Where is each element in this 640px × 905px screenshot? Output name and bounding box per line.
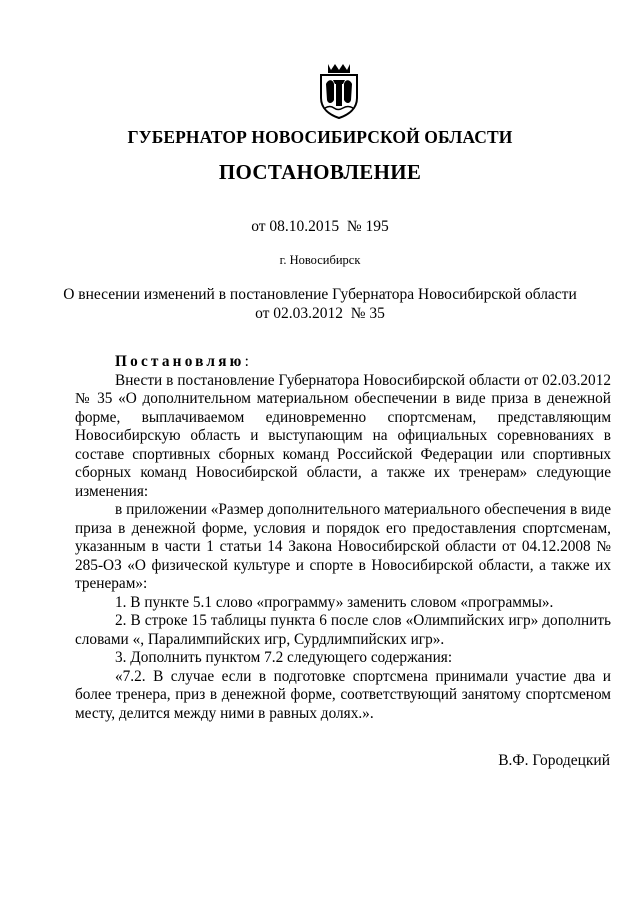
subject-line-2: от 02.03.2012 № 35	[255, 305, 385, 322]
signature-name: В.Ф. Городецкий	[498, 752, 610, 769]
body-paragraph: 1. В пункте 5.1 слово «программу» заменить словом «программы».	[115, 593, 554, 611]
coat-of-arms-icon	[316, 60, 362, 120]
decree-word: Постановляю:	[115, 353, 249, 370]
body-paragraph: Внести в постановление Губернатора Новосибирской области от 02.03.2012 № 35 «О дополнительном материальном обеспечении в виде приза в денежной форме, выплачиваемом единовременно спортсменам, представляющим Новосибирскую область и выступающим на официальных соревнованиях в составе спортивных сборных команд Российской Федерации или спортивных сборных команд Новосибирской области, а также их тренерам» следующие изменения:	[75, 371, 611, 500]
document-city: г. Новосибирск	[279, 253, 361, 267]
body-paragraph: «7.2. В случае если в подготовке спортсмена принимали участие два и более тренера, приз в денежной форме, соответствующий занятому спортсменом месту, делится между ними в равных долях.».	[75, 667, 611, 722]
document-date-number: от 08.10.2015 № 195	[251, 218, 389, 235]
document-body	[75, 353, 611, 723]
document-subject	[0, 285, 640, 323]
body-paragraph: 3. Дополнить пунктом 7.2 следующего содержания:	[115, 649, 453, 666]
body-paragraph: 2. В строке 15 таблицы пункта 6 после слов «Олимпийских игр» дополнить словами «, Паралимпийских игр, Сурдлимпийских игр».	[75, 612, 611, 648]
body-paragraph: в приложении «Размер дополнительного материального обеспечения в виде приза в денежной форме, условия и порядок его предоставления спортсменам, указанным в части 1 статьи 14 Закона Новосибирской области от 04.12.2008 № 285-ОЗ «О физической культуре и спорте в Новосибирской области, а также их тренерам»:	[75, 501, 611, 592]
document-type: ПОСТАНОВЛЕНИЕ	[218, 160, 422, 184]
subject-line-1: О внесении изменений в постановление Губернатора Новосибирской области	[63, 286, 577, 303]
issuer-title: ГУБЕРНАТОР НОВОСИБИРСКОЙ ОБЛАСТИ	[127, 127, 513, 147]
